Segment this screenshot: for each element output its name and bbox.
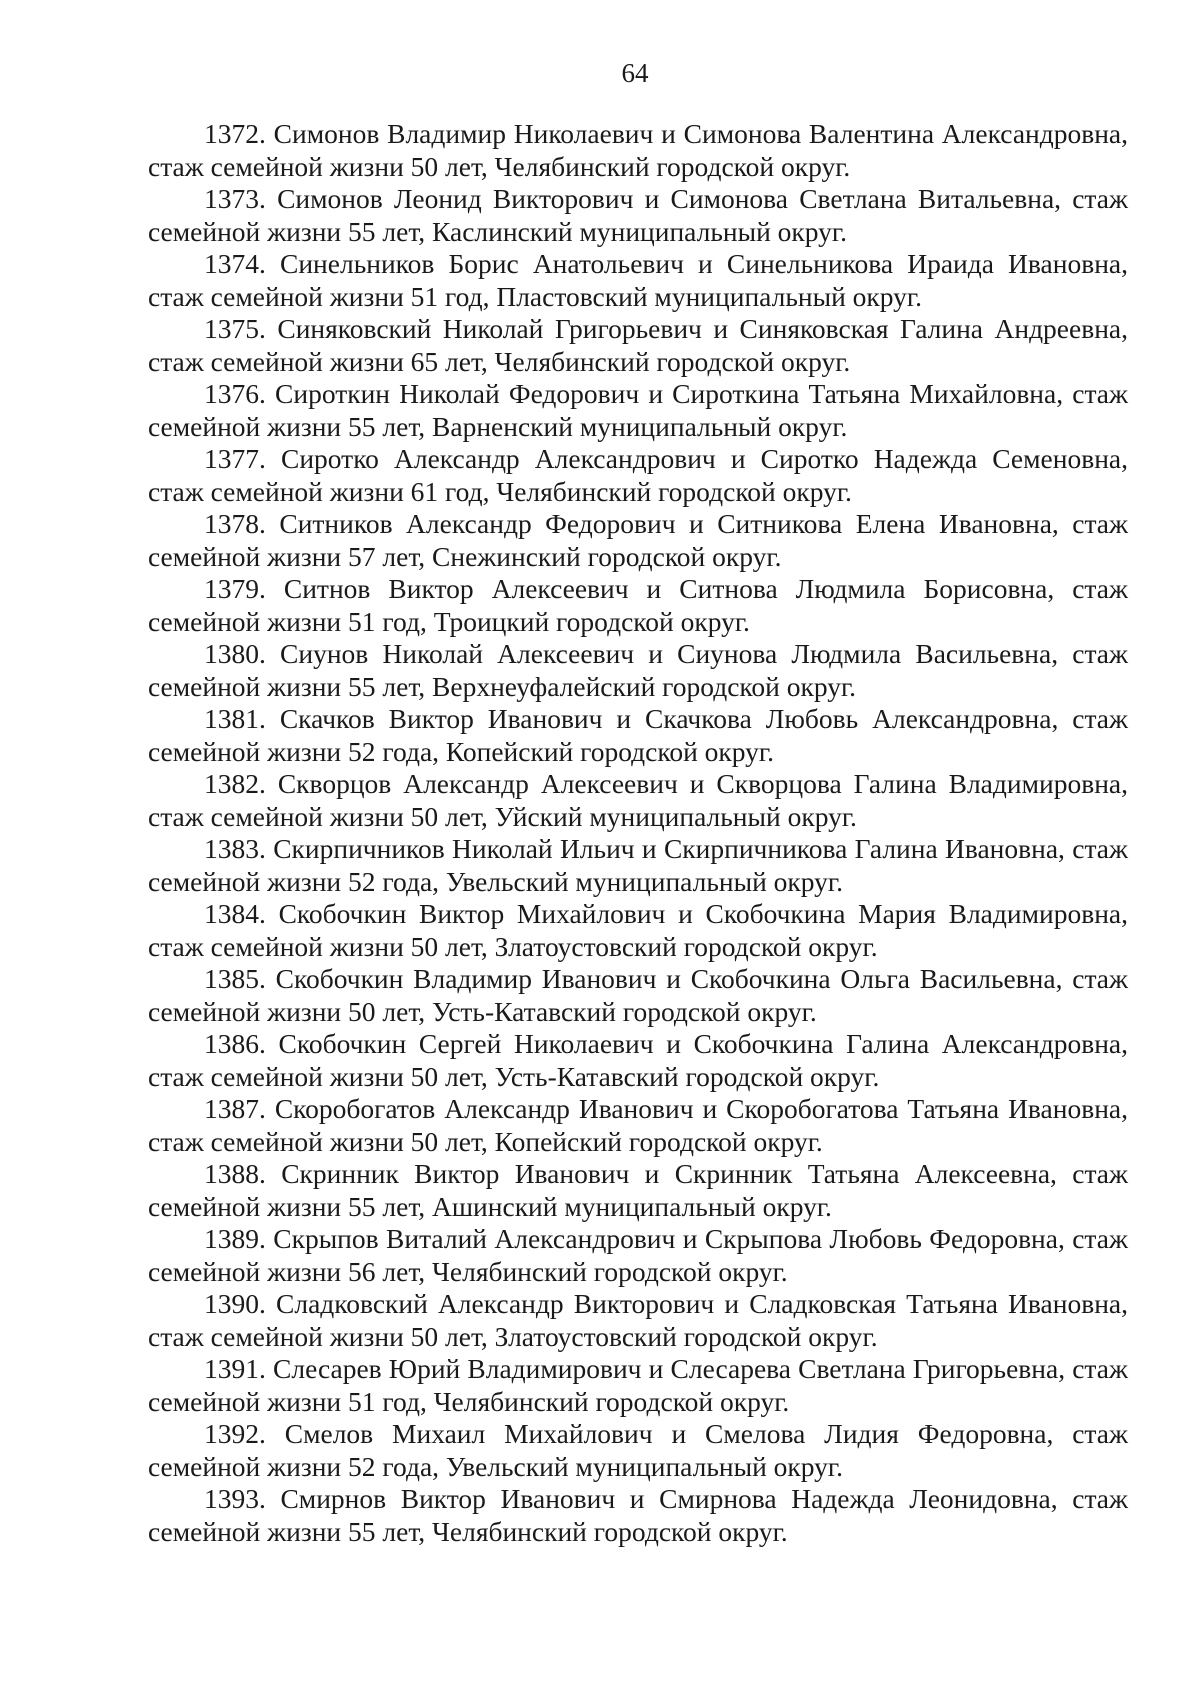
- entry-text: Скворцов Александр Алексеевич и Скворцова Галина Владимировна, стаж семейной жизни 50 лет, Уйский муниципальный округ.: [148, 768, 1128, 832]
- entry-text: Симонов Владимир Николаевич и Симонова Валентина Александровна, стаж семейной жизни 50 лет, Челябинский городской округ.: [148, 118, 1129, 182]
- list-item: [148, 1223, 1128, 1288]
- entry-text: Сиротко Александр Александрович и Сиротко Надежда Семеновна, стаж семейной жизни 61 год, Челябинский городской округ.: [148, 443, 1128, 507]
- list-item: [148, 1353, 1128, 1418]
- entry-text: Скобочкин Виктор Михайлович и Скобочкина Мария Владимировна, стаж семейной жизни 50 лет, Златоустовский городской округ.: [148, 898, 1128, 962]
- entry-number: 1387.: [204, 1093, 266, 1124]
- entry-number: 1375.: [204, 313, 266, 344]
- list-item: [148, 183, 1128, 248]
- list-item: [148, 1093, 1128, 1158]
- entry-number: 1384.: [204, 898, 266, 929]
- entry-text: Смелов Михаил Михайлович и Смелова Лидия Федоровна, стаж семейной жизни 52 года, Увельский муниципальный округ.: [148, 1418, 1128, 1482]
- entry-text: Синяковский Николай Григорьевич и Синяковская Галина Андреевна, стаж семейной жизни 65 лет, Челябинский городской округ.: [148, 313, 1129, 377]
- entry-text: Сиунов Николай Алексеевич и Сиунова Людмила Васильевна, стаж семейной жизни 55 лет, Верхнеуфалейский городской округ.: [148, 638, 1129, 702]
- entry-text: Скрыпов Виталий Александрович и Скрыпова Любовь Федоровна, стаж семейной жизни 56 лет, Челябинский городской округ.: [148, 1223, 1128, 1287]
- list-item: [148, 638, 1128, 703]
- entry-text: Скобочкин Владимир Иванович и Скобочкина Ольга Васильевна, стаж семейной жизни 50 лет, Усть-Катавский городской округ.: [148, 963, 1129, 1027]
- entry-text: Скринник Виктор Иванович и Скринник Татьяна Алексеевна, стаж семейной жизни 55 лет, Ашинский муниципальный округ.: [148, 1158, 1129, 1222]
- entry-text: Синельников Борис Анатольевич и Синельникова Ираида Ивановна, стаж семейной жизни 51 год, Пластовский муниципальный округ.: [148, 248, 1128, 312]
- entry-number: 1385.: [204, 963, 266, 994]
- list-item: [148, 768, 1128, 833]
- list-item: [148, 378, 1128, 443]
- list-item: [148, 703, 1128, 768]
- entry-number: 1376.: [204, 378, 266, 409]
- list-item: [148, 248, 1128, 313]
- entry-text: Смирнов Виктор Иванович и Смирнова Надежда Леонидовна, стаж семейной жизни 55 лет, Челябинский городской округ.: [148, 1483, 1128, 1547]
- entry-text: Симонов Леонид Викторович и Симонова Светлана Витальевна, стаж семейной жизни 55 лет, Каслинский муниципальный округ.: [148, 183, 1128, 247]
- entry-number: 1390.: [204, 1288, 266, 1319]
- entry-text: Скирпичников Николай Ильич и Скирпичникова Галина Ивановна, стаж семейной жизни 52 года, Увельский муниципальный округ.: [148, 833, 1128, 897]
- list-item: [148, 1288, 1128, 1353]
- list-item: [148, 443, 1128, 508]
- page-number: 64: [621, 58, 649, 88]
- entry-text: Скоробогатов Александр Иванович и Скоробогатова Татьяна Ивановна, стаж семейной жизни 50 лет, Копейский городской округ.: [148, 1093, 1129, 1157]
- entry-text: Сладковский Александр Викторович и Сладковская Татьяна Ивановна, стаж семейной жизни 50 лет, Златоустовский городской округ.: [148, 1288, 1128, 1352]
- entry-number: 1391.: [204, 1353, 266, 1384]
- entry-list: [148, 118, 1128, 1548]
- entry-text: Сироткин Николай Федорович и Сироткина Татьяна Михайловна, стаж семейной жизни 55 лет, Варненский муниципальный округ.: [148, 378, 1128, 442]
- entry-number: 1382.: [204, 768, 266, 799]
- entry-number: 1381.: [204, 703, 266, 734]
- list-item: [148, 898, 1128, 963]
- list-item: [148, 118, 1128, 183]
- entry-text: Скачков Виктор Иванович и Скачкова Любовь Александровна, стаж семейной жизни 52 года, Копейский городской округ.: [148, 703, 1129, 767]
- entry-number: 1393.: [204, 1483, 266, 1514]
- list-item: [148, 1028, 1128, 1093]
- entry-number: 1379.: [204, 573, 266, 604]
- entry-text: Скобочкин Сергей Николаевич и Скобочкина Галина Александровна, стаж семейной жизни 50 лет, Усть-Катавский городской округ.: [148, 1028, 1128, 1092]
- list-item: [148, 508, 1128, 573]
- entry-number: 1372.: [204, 118, 266, 149]
- list-item: [148, 833, 1128, 898]
- entry-text: Ситнов Виктор Алексеевич и Ситнова Людмила Борисовна, стаж семейной жизни 51 год, Троицкий городской округ.: [148, 573, 1128, 637]
- list-item: [148, 313, 1128, 378]
- entry-number: 1373.: [204, 183, 266, 214]
- entry-number: 1392.: [204, 1418, 266, 1449]
- entry-number: 1386.: [204, 1028, 266, 1059]
- list-item: [148, 1483, 1128, 1548]
- entry-number: 1380.: [204, 638, 266, 669]
- entry-text: Ситников Александр Федорович и Ситникова Елена Ивановна, стаж семейной жизни 57 лет, Снежинский городской округ.: [148, 508, 1129, 572]
- entry-number: 1388.: [204, 1158, 266, 1189]
- list-item: [148, 1418, 1128, 1483]
- entry-number: 1378.: [204, 508, 266, 539]
- entry-number: 1383.: [204, 833, 266, 864]
- entry-number: 1389.: [204, 1223, 266, 1254]
- entry-number: 1377.: [204, 443, 266, 474]
- list-item: [148, 963, 1128, 1028]
- entry-number: 1374.: [204, 248, 266, 279]
- list-item: [148, 573, 1128, 638]
- list-item: [148, 1158, 1128, 1223]
- entry-text: Слесарев Юрий Владимирович и Слесарева Светлана Григорьевна, стаж семейной жизни 51 год, Челябинский городской округ.: [148, 1353, 1128, 1417]
